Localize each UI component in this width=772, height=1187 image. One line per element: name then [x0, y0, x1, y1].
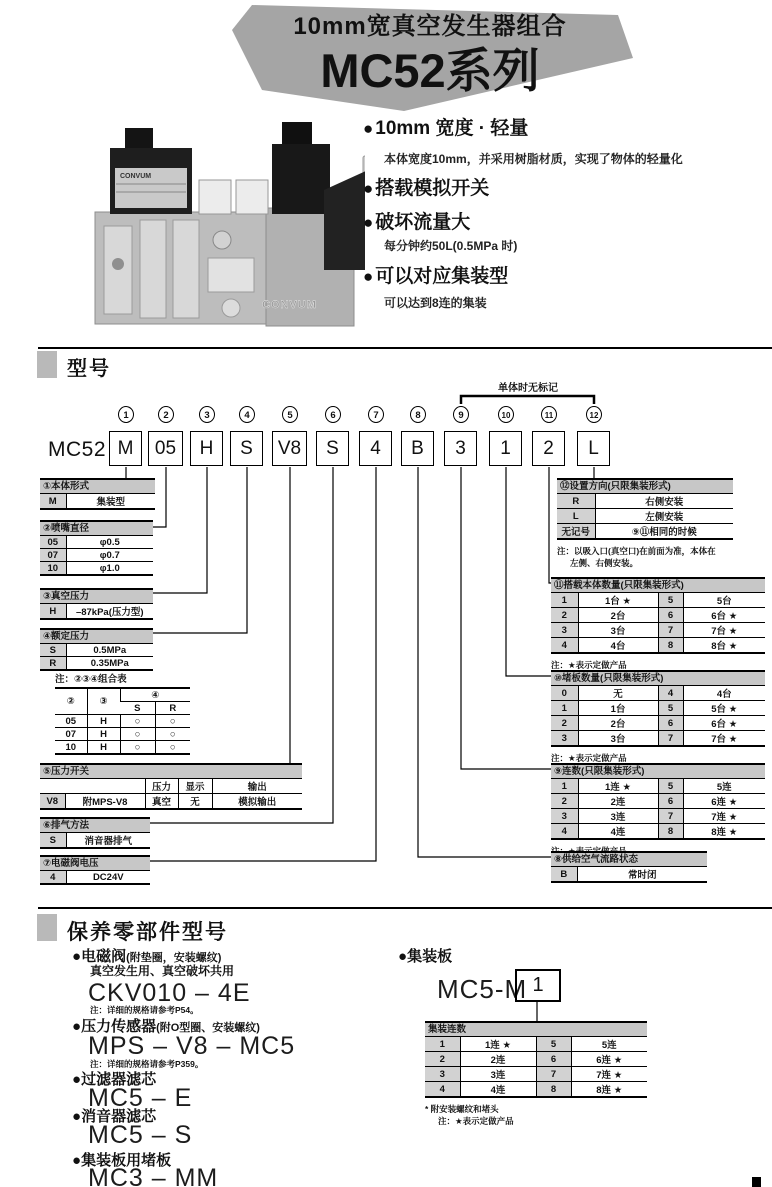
combo-table-label: 注：②③④组合表 [55, 674, 127, 685]
table-cell [40, 779, 145, 794]
table-cell: 7 [658, 623, 683, 638]
table-cell: M [40, 494, 66, 509]
table-orientation [557, 478, 733, 569]
svg-text:CONVUM: CONVUM [262, 299, 317, 311]
manifold-bullet: ●集装板 [398, 948, 453, 965]
model-position-number: 7 [368, 406, 384, 423]
table-cell: 2 [425, 1052, 460, 1067]
table-cell: DC24V [66, 871, 150, 884]
table-cell: 5 [658, 779, 683, 794]
table-cell: H [87, 741, 120, 755]
bullet-icon: ● [363, 119, 374, 138]
table-title: ⑨连数(只限集装形式) [551, 763, 765, 779]
table-note: 注：★表示定做产品 [551, 753, 627, 763]
spec-table [425, 1037, 647, 1098]
table-cell: 4台 [578, 638, 658, 654]
table-cell: φ1.0 [66, 562, 153, 576]
table-title: ⑦电磁阀电压 [40, 855, 150, 871]
page-subtitle: 10mm宽真空发生器组合 [293, 13, 567, 40]
table-cell: 1 [551, 701, 578, 716]
section-divider [38, 907, 772, 909]
table-title: ⑪搭载本体数量(只限集装形式) [551, 577, 765, 593]
table-cell: 附MPS-V8 [65, 794, 145, 810]
table-cell: 集装型 [66, 494, 155, 509]
feature-title: ● 可以对应集装型 [363, 266, 509, 287]
table-cell: 3 [551, 731, 578, 747]
table-cell: 07 [55, 728, 87, 741]
model-code-box: S [316, 431, 349, 466]
table-cell: R [40, 657, 66, 671]
table-cell: 2台 [578, 608, 658, 623]
table-cell: 5台 ★ [683, 701, 765, 716]
part-code: MC3 – MM [88, 1164, 219, 1187]
table-cell: 05 [40, 536, 66, 549]
table-cell: 1 [551, 593, 578, 608]
table-cell: 8连 ★ [571, 1082, 647, 1098]
table-vacuum-press [40, 588, 153, 620]
table-station-count [551, 763, 765, 857]
table-cell: 左侧安装 [595, 509, 733, 524]
bracket-note: 单体时无标记 [498, 383, 558, 394]
section-title-maintenance: 保养零部件型号 [67, 921, 228, 944]
spec-table [551, 686, 765, 747]
bullet-icon: ● [363, 267, 374, 286]
table-cell: ○ [155, 741, 190, 755]
spec-table [40, 644, 153, 671]
table-cell: 无 [178, 794, 212, 810]
table-body-type [40, 478, 155, 510]
table-cell: 真空 [145, 794, 178, 810]
table-cell: H [87, 728, 120, 741]
model-code-box: 3 [444, 431, 477, 466]
table-title: ⑥排气方法 [40, 817, 150, 833]
feature-desc: 每分钟约50L(0.5MPa 时) [384, 239, 518, 253]
table-title: ②喷嘴直径 [40, 520, 153, 536]
table-cell: ○ [120, 741, 155, 755]
part-bullet: ●过滤器滤芯 [72, 1071, 157, 1088]
table-cell: R [557, 494, 595, 509]
table-air-circuit [551, 851, 707, 883]
model-code-box: 1 [489, 431, 522, 466]
table-manifold-stations [425, 1021, 647, 1127]
model-code-box: V8 [272, 431, 307, 466]
bullet-icon: ● [72, 1071, 82, 1088]
table-cell: H [87, 715, 120, 728]
table-cell: 2连 [578, 794, 658, 809]
model-position-number: 11 [541, 406, 557, 423]
spec-table [551, 779, 765, 840]
table-cell: 6 [658, 794, 683, 809]
table-cell: 4 [425, 1082, 460, 1098]
table-cell: 6连 ★ [683, 794, 765, 809]
table-cell: 1台 [578, 701, 658, 716]
part-code: MC5 – S [88, 1121, 193, 1149]
table-cell: 4台 [683, 686, 765, 701]
table-cell: 5连 [571, 1037, 647, 1052]
table-unit-count [551, 577, 765, 671]
bullet-icon: ● [72, 1152, 82, 1169]
table-exhaust [40, 817, 150, 849]
page-edge-mark [752, 1177, 761, 1187]
table-cell: 8 [536, 1082, 571, 1098]
table-valve-voltage [40, 855, 150, 885]
table-cell: 0 [551, 686, 578, 701]
table-cell: 3 [425, 1067, 460, 1082]
table-title: 集装连数 [425, 1021, 647, 1037]
table-cell: V8 [40, 794, 65, 810]
table-cell: 2 [551, 794, 578, 809]
table-cell: 模拟输出 [212, 794, 302, 810]
bullet-icon: ● [72, 948, 82, 965]
table-cell: 4 [658, 686, 683, 701]
table-cell: 1连 ★ [460, 1037, 536, 1052]
table-cell: 消音器排气 [66, 833, 150, 848]
model-code-box: 05 [148, 431, 183, 466]
table-title: ⑫设置方向(只限集装形式) [557, 478, 733, 494]
feature-title: ● 破坏流量大 [363, 212, 471, 233]
table-cell: 1连 ★ [578, 779, 658, 794]
manifold-code-prefix: MC5-M [437, 974, 528, 1004]
table-cell: 5台 [683, 593, 765, 608]
table-cell: ○ [120, 715, 155, 728]
table-cell: 0.5MPa [66, 644, 153, 657]
bullet-icon: ● [72, 1018, 82, 1035]
table-rated-press [40, 628, 153, 671]
table-cell: 2 [551, 716, 578, 731]
bullet-icon: ● [363, 179, 374, 198]
table-cell: 1 [425, 1037, 460, 1052]
table-cell: S [40, 833, 66, 848]
table-title: ⑧供给空气流路状态 [551, 851, 707, 867]
table-cell: 3台 [578, 623, 658, 638]
table-cell: 8连 ★ [683, 824, 765, 840]
model-position-number: 2 [158, 406, 174, 423]
spec-table [40, 604, 153, 620]
spec-table [557, 494, 733, 540]
table-cell: ○ [120, 728, 155, 741]
model-code-box: S [230, 431, 263, 466]
model-code-box: B [401, 431, 434, 466]
table-note: 注：以吸入口(真空口)在前面为准，本体在 [557, 546, 716, 556]
table-cell: R [155, 702, 190, 715]
manifold-code-box: 1 [515, 969, 561, 1002]
spec-table [40, 833, 150, 849]
feature-title: ● 10mm 宽度 · 轻量 [363, 118, 529, 139]
table-cell: 显示 [178, 779, 212, 794]
table-cell: 常时闭 [577, 867, 707, 882]
table-cell: ○ [155, 715, 190, 728]
table-cell: 7 [536, 1067, 571, 1082]
table-cell: S [120, 702, 155, 715]
table-cell: 6台 ★ [683, 716, 765, 731]
part-code: MC5 – E [88, 1084, 193, 1112]
table-pressure-switch [40, 763, 302, 810]
table-cell: 8 [658, 824, 683, 840]
table-cell: S [40, 644, 66, 657]
table-note: 注：★表示定做产品 [438, 1116, 514, 1126]
table-combination [55, 687, 190, 755]
model-position-number: 5 [282, 406, 298, 423]
table-cell: 4连 [460, 1082, 536, 1098]
table-cell: 2连 [460, 1052, 536, 1067]
table-title: ③真空压力 [40, 588, 153, 604]
section-marker [37, 351, 57, 378]
table-cell: 2 [551, 608, 578, 623]
model-code-box: M [109, 431, 142, 466]
table-cell: 6连 ★ [571, 1052, 647, 1067]
table-cell: 07 [40, 549, 66, 562]
table-cell: 1 [551, 779, 578, 794]
table-cell: φ0.7 [66, 549, 153, 562]
table-cell: 3连 [578, 809, 658, 824]
table-cell: 5 [658, 701, 683, 716]
feature-desc: 本体宽度10mm，并采用树脂材质，实现了物体的轻量化 [384, 152, 683, 166]
table-cell: 7连 ★ [683, 809, 765, 824]
table-cell: 5连 [683, 779, 765, 794]
table-cell: 无记号 [557, 524, 595, 540]
part-bullet: ●电磁阀(附垫圈，安装螺纹) [72, 948, 222, 965]
table-cell: 10 [40, 562, 66, 576]
model-position-number: 9 [453, 406, 469, 423]
table-note: 注：★表示定做产品 [551, 660, 627, 670]
table-cell: 压力 [145, 779, 178, 794]
table-cell: 4连 [578, 824, 658, 840]
table-cell: 6台 ★ [683, 608, 765, 623]
table-cell: L [557, 509, 595, 524]
table-cell: 2台 [578, 716, 658, 731]
table-cell: 输出 [212, 779, 302, 794]
table-cell: 1台 ★ [578, 593, 658, 608]
table-cell: 3台 [578, 731, 658, 747]
table-title: ⑤压力开关 [40, 763, 302, 779]
table-cell: 7台 ★ [683, 731, 765, 747]
table-cell: 7连 ★ [571, 1067, 647, 1082]
table-cell: 7 [658, 809, 683, 824]
table-cell: 右侧安装 [595, 494, 733, 509]
model-position-number: 6 [325, 406, 341, 423]
table-cell: φ0.5 [66, 536, 153, 549]
svg-text:CONVUM: CONVUM [120, 173, 152, 180]
table-cell: B [551, 867, 577, 882]
table-cell: ③ [87, 688, 120, 715]
table-cell: 0.35MPa [66, 657, 153, 671]
model-prefix: MC52 [48, 438, 107, 461]
spec-table [551, 593, 765, 654]
bullet-icon: ● [398, 948, 408, 965]
model-position-number: 10 [498, 406, 514, 423]
bullet-icon: ● [72, 1108, 82, 1125]
section-title-model: 型号 [67, 358, 111, 380]
feature-title: ● 搭载模拟开关 [363, 178, 490, 199]
table-cell: 5 [658, 593, 683, 608]
table-cell: 6 [536, 1052, 571, 1067]
table-cell: 6 [658, 608, 683, 623]
table-cell: H [40, 604, 66, 619]
table-cell: 6 [658, 716, 683, 731]
table-title: ④额定压力 [40, 628, 153, 644]
spec-table [551, 867, 707, 883]
table-plug-count [551, 670, 765, 764]
model-position-number: 4 [239, 406, 255, 423]
table-cell: 4 [40, 871, 66, 884]
table-cell: 3 [551, 623, 578, 638]
table-cell: 05 [55, 715, 87, 728]
model-position-number: 3 [199, 406, 215, 423]
feature-desc: 可以达到8连的集装 [384, 296, 487, 310]
table-cell: ⑨⑪相同的时候 [595, 524, 733, 540]
model-code-box: 4 [359, 431, 392, 466]
part-subtext: 真空发生用、真空破坏共用 [90, 964, 235, 978]
table-cell: 5 [536, 1037, 571, 1052]
bullet-icon: ● [363, 213, 374, 232]
table-title: ①本体形式 [40, 478, 155, 494]
table-cell: –87kPa(压力型) [66, 604, 153, 619]
spec-table [40, 871, 150, 885]
spec-table [40, 536, 153, 576]
model-code-box: 2 [532, 431, 565, 466]
table-note: * 附安装螺纹和堵头 [425, 1104, 499, 1114]
page-title: MC52系列 [320, 44, 540, 97]
table-title: ⑩堵板数量(只限集装形式) [551, 670, 765, 686]
table-cell: ② [55, 688, 87, 715]
table-cell: 7 [658, 731, 683, 747]
table-nozzle-dia [40, 520, 153, 576]
model-code-box: H [190, 431, 223, 466]
table-cell: 4 [551, 638, 578, 654]
table-cell: 8 [658, 638, 683, 654]
table-cell: ○ [155, 728, 190, 741]
section-divider [38, 347, 772, 349]
product-photo [70, 112, 365, 334]
table-cell: 3 [551, 809, 578, 824]
table-cell: 7台 ★ [683, 623, 765, 638]
table-cell: 10 [65, 741, 77, 753]
part-code: CKV010 – 4E [88, 979, 251, 1007]
part-note: 注：详细的规格请参考P54。 [90, 1005, 199, 1015]
part-bullet: ●消音器滤芯 [72, 1108, 157, 1125]
model-position-number: 8 [410, 406, 426, 423]
model-position-number: 1 [118, 406, 134, 423]
part-code: MPS – V8 – MC5 [88, 1032, 296, 1060]
table-cell: 3连 [460, 1067, 536, 1082]
table-cell: 无 [578, 686, 658, 701]
part-bullet: ●集装板用堵板 [72, 1152, 172, 1169]
model-code-box: L [577, 431, 610, 466]
table-cell: 8台 ★ [683, 638, 765, 654]
part-note: 注：详细的规格请参考P359。 [90, 1059, 204, 1069]
table-cell: 4 [551, 824, 578, 840]
spec-table [40, 494, 155, 510]
table-note: 左侧、右侧安装。 [570, 558, 639, 568]
table-cell: ④ [120, 688, 190, 702]
part-bullet: ●压力传感器(附O型圈、安装螺纹) [72, 1018, 260, 1035]
section-marker [37, 914, 57, 941]
model-position-number: 12 [586, 406, 602, 423]
